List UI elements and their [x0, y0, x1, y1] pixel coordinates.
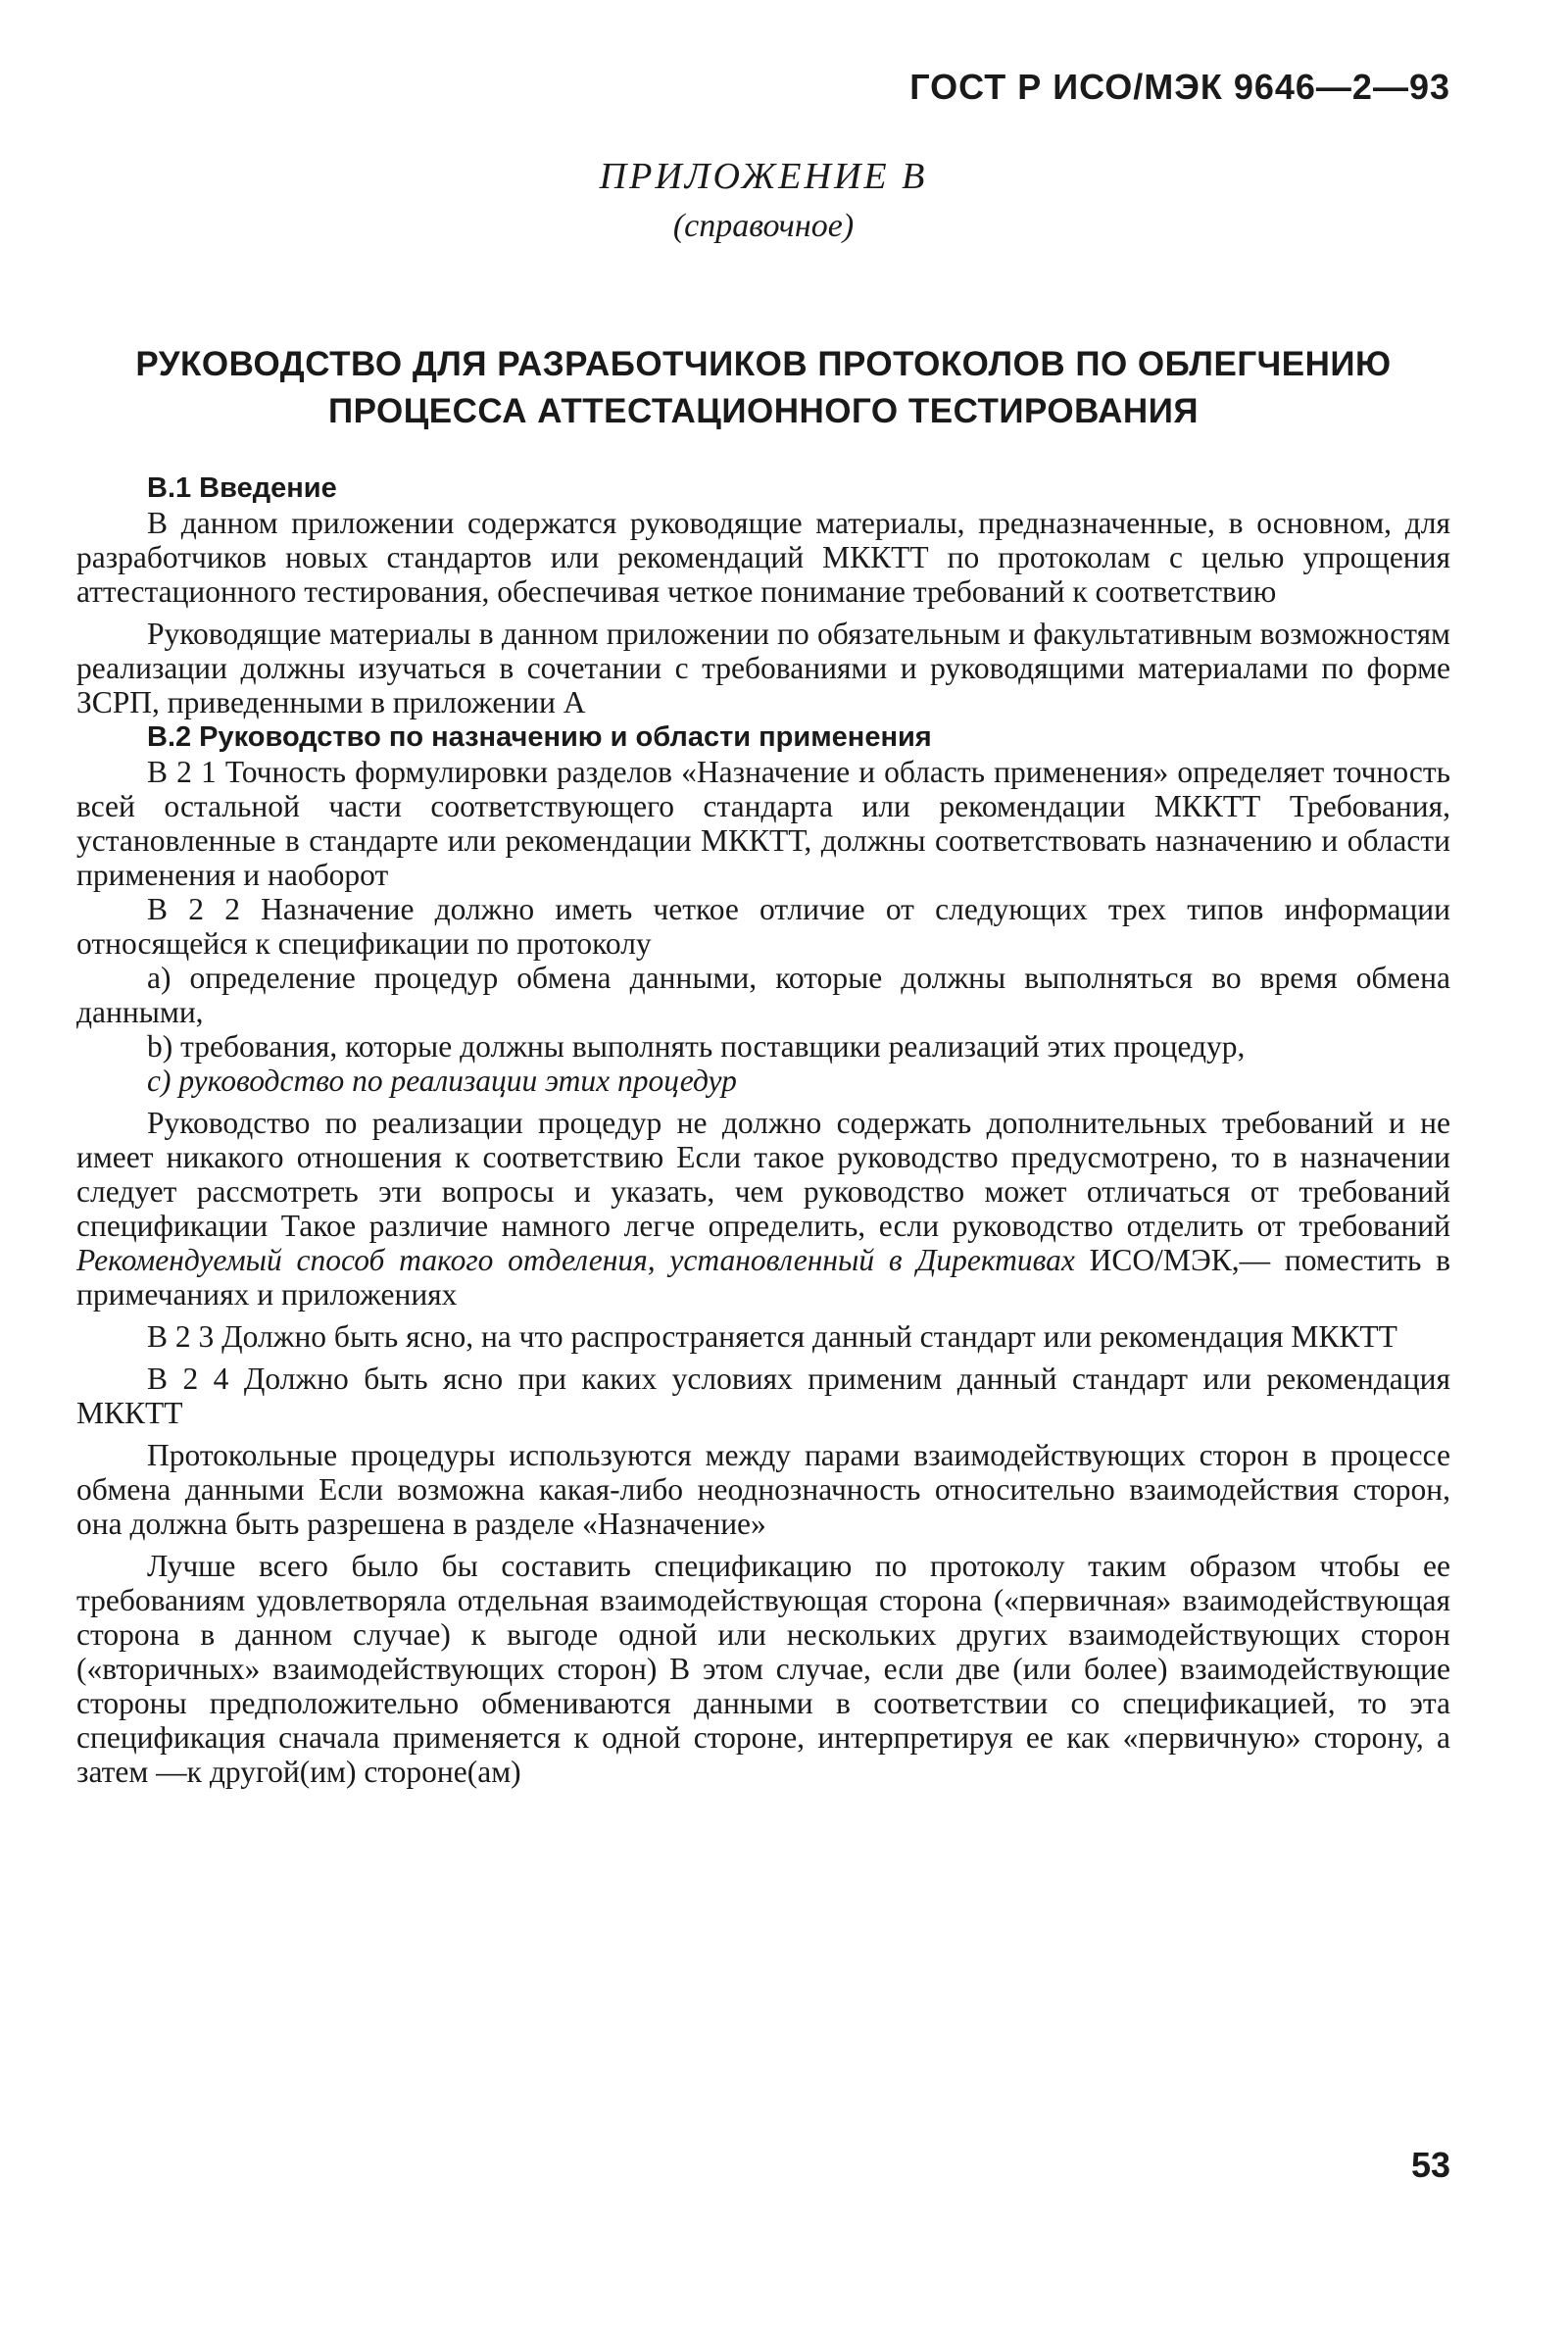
list-item-b: b) требования, которые должны выполнять поставщики реализаций этих процедур, — [147, 1029, 1246, 1064]
appendix-subtitle: (справочное) — [672, 208, 855, 244]
paragraph-b2-2: В 2 2 Назначение должно иметь четкое отличие от следующих трех типов информации относящейся к спецификации по протоколу — [76, 892, 1450, 961]
main-title — [76, 341, 1450, 435]
paragraph-b2-4-best: Лучше всего было бы составить спецификацию по протоколу таким образом чтобы ее требованиям удовлетворяла отдельная взаимодействующая сторона («первичная» взаимодействующая сторона в данном случае) к выгоде одной или нескольких других взаимодействующих сторон («вторичных» взаимодействующих сторон) В этом случае, если две (или более) взаимодействующие стороны предположительно обмениваются данными в соответствии со спецификацией, то эта спецификация сначала применяется к одной стороне, интерпретируя ее как «первичную» сторону, а затем —к другой(им) стороне(ам) — [76, 1549, 1450, 1789]
list-item-a: а) определение процедур обмена данными, которые должны выполняться во время обмена данными, — [76, 961, 1450, 1029]
paragraph-b2-4: В 2 4 Должно быть ясно при каких условиях применим данный стандарт или рекомендация МККТТ — [76, 1362, 1450, 1430]
document-page — [76, 0, 1450, 2328]
paragraph-b2-1: В 2 1 Точность формулировки разделов «Назначение и область применения» определяет точность всей остальной части соответствующего стандарта или рекомендации МККТТ Требования, установленные в стандарте или рекомендации МККТТ, должны соответствовать назначению и области применения и наоборот — [76, 755, 1450, 892]
paragraph-guidance-italic: Рекомендуемый способ такого отделения, установленный в Директивах — [76, 1243, 1075, 1277]
standard-code-header: ГОСТ Р ИСО/МЭК 9646—2—93 — [909, 67, 1450, 107]
appendix-title: ПРИЛОЖЕНИЕ В — [599, 156, 928, 197]
main-title-line-2: ПРОЦЕССА АТТЕСТАЦИОННОГО ТЕСТИРОВАНИЯ — [327, 392, 1200, 430]
paragraph-b2-3: В 2 3 Должно быть ясно, на что распространяется данный стандарт или рекомендация МККТТ — [147, 1319, 1397, 1354]
document-body — [76, 471, 1450, 1789]
paragraph-b1-2: Руководящие материалы в данном приложении по обязательным и факультативным возможностям реализации должны изучаться в сочетании с требованиями и руководящими материалами по форме ЗСРП, приведенными в приложении А — [76, 617, 1450, 719]
paragraph-b2-4-protocol: Протокольные процедуры используются между парами взаимодействующих сторон в процессе обмена данными Если возможна какая-либо неоднозначность относительно взаимодействия сторон, она должна быть разрешена в разделе «Назначение» — [76, 1438, 1450, 1541]
paragraph-guidance-end: ИСО/МЭК,— поместить в примечаниях и приложениях — [76, 1243, 1451, 1312]
paragraph-guidance — [76, 1106, 1450, 1312]
list-item-c: с) руководство по реализации этих процедур — [147, 1064, 737, 1098]
paragraph-guidance-start: Руководство по реализации процедур не должно содержать дополнительных требований и не имеет никакого отношения к соответствию Если такое руководство предусмотрено, то в назначении следует рассмотреть эти вопросы и указать, чем руководство может отличаться от требований спецификации Такое различие намного легче определить, если руководство отделить от требований — [76, 1106, 1450, 1243]
paragraph-b1-1: В данном приложении содержатся руководящие материалы, предназначенные, в основном, для разработчиков новых стандартов или рекомендаций МККТТ по протоколам с целью упрощения аттестационного тестирования, обеспечивая четкое понимание требований к соответствию — [76, 506, 1450, 609]
section-heading-b2: В.2 Руководство по назначению и области применения — [147, 721, 932, 753]
page-number: 53 — [1410, 2145, 1450, 2185]
main-title-line-1: РУКОВОДСТВО ДЛЯ РАЗРАБОТЧИКОВ ПРОТОКОЛОВ ПО ОБЛЕГЧЕНИЮ — [135, 345, 1392, 383]
section-heading-b1: В.1 Введение — [147, 472, 337, 504]
